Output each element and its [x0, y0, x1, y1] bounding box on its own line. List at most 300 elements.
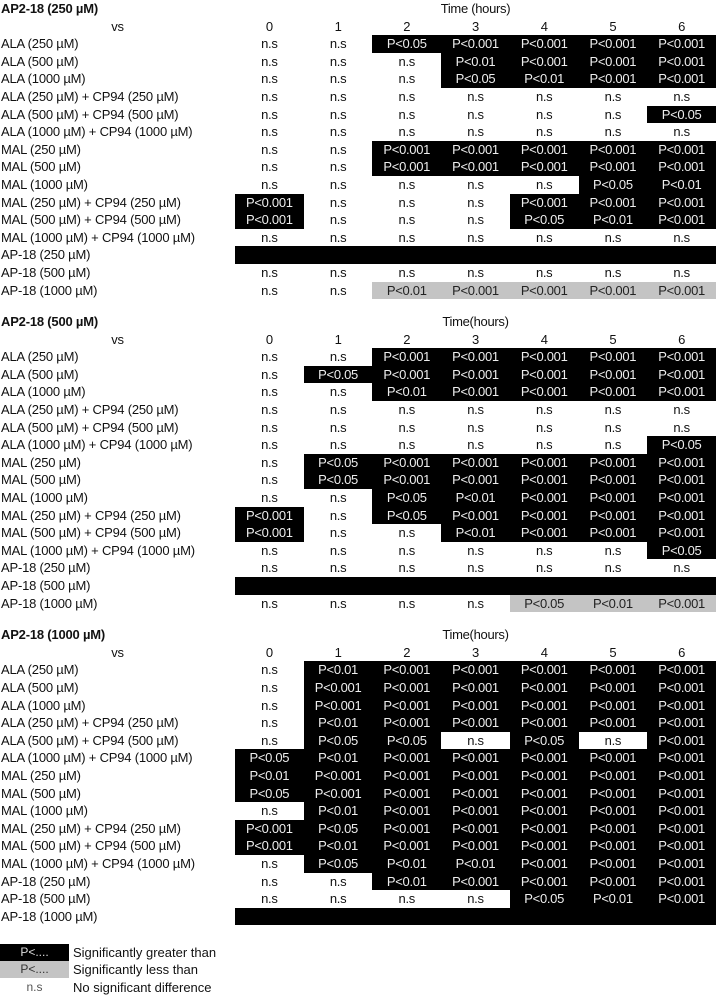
cell-greater: P<0.001 — [372, 348, 441, 366]
cell-not-significant: n.s — [398, 176, 415, 192]
table-row — [0, 559, 716, 577]
row-label: ALA (250 µM) + CP94 (250 µM) — [1, 402, 179, 418]
row-label: MAL (1000 µM) + CP94 (1000 µM) — [1, 542, 195, 558]
table-row — [0, 211, 716, 229]
cell-greater: P<0.05 — [304, 366, 373, 384]
cell-greater: P<0.001 — [510, 348, 579, 366]
cell-not-significant: n.s — [398, 212, 415, 228]
cell-not-significant: n.s — [329, 124, 347, 140]
row-label: AP-18 (250 µM) — [1, 247, 91, 263]
cell-greater: P<0.001 — [510, 383, 579, 401]
cell-greater: P<0.01 — [441, 489, 510, 507]
cell-not-significant: n.s — [535, 264, 553, 280]
cell-greater: P<0.001 — [579, 820, 648, 838]
row-label: ALA (1000 µM) — [1, 697, 86, 713]
cell-greater: P<0.001 — [647, 70, 716, 88]
comparison-section — [0, 0, 716, 299]
cell-not-significant: n.s — [467, 595, 484, 611]
cell-greater: P<0.05 — [372, 489, 441, 507]
cell-greater: P<0.001 — [579, 749, 648, 767]
cell-not-significant: n.s — [604, 264, 622, 280]
row-label: ALA (500 µM) — [1, 679, 79, 695]
table-row — [0, 158, 716, 176]
cell-not-significant: n.s — [398, 53, 415, 69]
cell-greater: P<0.001 — [647, 837, 716, 855]
cell-not-significant: n.s — [467, 229, 484, 245]
cell-greater: P<0.001 — [441, 837, 510, 855]
cell-greater: P<0.001 — [510, 524, 579, 542]
row-label: MAL (1000 µM) + CP94 (1000 µM) — [1, 229, 195, 245]
table-row — [0, 714, 716, 732]
cell-greater: P<0.01 — [441, 53, 510, 71]
time-point-header: 3 — [471, 18, 479, 34]
cell-not-significant: n.s — [467, 212, 484, 228]
row-label: ALA (1000 µM) + CP94 (1000 µM) — [1, 124, 193, 140]
cell-greater: P<0.001 — [579, 489, 648, 507]
row-label: MAL (250 µM) + CP94 (250 µM) — [1, 194, 181, 210]
header-row — [0, 331, 716, 349]
table-row — [0, 194, 716, 212]
table-row — [0, 366, 716, 384]
cell-greater: P<0.001 — [647, 802, 716, 820]
table-row — [0, 855, 716, 873]
table-row — [0, 679, 716, 697]
cell-not-significant: n.s — [398, 88, 415, 104]
cell-greater: P<0.001 — [579, 802, 648, 820]
cell-not-significant: n.s — [329, 194, 347, 210]
cell-greater: P<0.001 — [510, 785, 579, 803]
title-row — [0, 0, 716, 18]
row-label: MAL (500 µM) — [1, 785, 81, 801]
cell-greater: P<0.001 — [579, 35, 648, 53]
cell-not-significant: n.s — [261, 454, 278, 470]
cell-greater: P<0.001 — [647, 383, 716, 401]
row-label: MAL (500 µM) + CP94 (500 µM) — [1, 525, 181, 541]
cell-greater: P<0.001 — [510, 471, 579, 489]
time-point-header: 3 — [471, 331, 479, 347]
table-row — [0, 820, 716, 838]
cell-greater: P<0.001 — [647, 211, 716, 229]
cell-not-significant: n.s — [261, 282, 278, 298]
cell-greater: P<0.001 — [441, 679, 510, 697]
time-point-header: 0 — [265, 18, 273, 34]
cell-not-significant: n.s — [261, 264, 278, 280]
cell-greater: P<0.001 — [579, 767, 648, 785]
cell-not-significant: n.s — [467, 419, 484, 435]
row-label: AP-18 (1000 µM) — [1, 282, 98, 298]
row-label: MAL (1000 µM) — [1, 490, 88, 506]
self-comparison-bar — [235, 577, 716, 595]
cell-not-significant: n.s — [261, 124, 278, 140]
cell-not-significant: n.s — [535, 437, 553, 453]
cell-greater: P<0.001 — [372, 454, 441, 472]
cell-not-significant: n.s — [261, 366, 278, 382]
legend-label: Significantly less than — [73, 962, 199, 978]
cell-greater: P<0.001 — [579, 348, 648, 366]
cell-not-significant: n.s — [673, 419, 690, 435]
cell-not-significant: n.s — [467, 176, 484, 192]
cell-greater: P<0.001 — [441, 714, 510, 732]
cell-not-significant: n.s — [398, 542, 415, 558]
cell-not-significant: n.s — [261, 437, 278, 453]
cell-not-significant: n.s — [467, 124, 484, 140]
table-row — [0, 123, 716, 141]
cell-greater: P<0.01 — [372, 383, 441, 401]
cell-greater: P<0.001 — [579, 507, 648, 525]
cell-not-significant: n.s — [604, 560, 622, 576]
cell-not-significant: n.s — [261, 36, 278, 52]
cell-not-significant: n.s — [398, 419, 415, 435]
table-row — [0, 837, 716, 855]
cell-not-significant: n.s — [329, 53, 347, 69]
cell-not-significant: n.s — [329, 212, 347, 228]
cell-greater: P<0.001 — [441, 697, 510, 715]
row-label: MAL (1000 µM) — [1, 176, 88, 192]
cell-not-significant: n.s — [535, 402, 553, 418]
cell-not-significant: n.s — [261, 159, 278, 175]
table-row — [0, 542, 716, 560]
cell-greater: P<0.001 — [441, 802, 510, 820]
cell-greater: P<0.001 — [647, 35, 716, 53]
cell-not-significant: n.s — [329, 490, 347, 506]
cell-greater: P<0.001 — [647, 661, 716, 679]
cell-greater: P<0.01 — [441, 855, 510, 873]
cell-not-significant: n.s — [261, 873, 278, 889]
legend-item — [0, 978, 716, 996]
cell-not-significant: n.s — [329, 419, 347, 435]
row-label: ALA (500 µM) + CP94 (500 µM) — [1, 106, 179, 122]
cell-greater: P<0.001 — [510, 873, 579, 891]
table-row — [0, 908, 716, 926]
cell-not-significant: n.s — [261, 715, 278, 731]
cell-greater: P<0.001 — [647, 348, 716, 366]
section-title: AP2-18 (250 µM) — [1, 1, 98, 16]
row-label: MAL (1000 µM) — [1, 803, 88, 819]
cell-not-significant: n.s — [261, 176, 278, 192]
cell-greater: P<0.001 — [304, 679, 373, 697]
cell-not-significant: n.s — [329, 229, 347, 245]
cell-greater: P<0.001 — [647, 53, 716, 71]
cell-not-significant: n.s — [604, 419, 622, 435]
cell-greater: P<0.05 — [510, 890, 579, 908]
cell-greater: P<0.001 — [579, 141, 648, 159]
cell-not-significant: n.s — [329, 595, 347, 611]
cell-greater: P<0.001 — [647, 679, 716, 697]
time-point-header: 3 — [471, 644, 479, 660]
cell-greater: P<0.001 — [579, 837, 648, 855]
cell-greater: P<0.05 — [647, 106, 716, 124]
row-label: ALA (500 µM) — [1, 366, 79, 382]
cell-greater: P<0.001 — [647, 714, 716, 732]
comparison-table — [0, 626, 716, 925]
cell-greater: P<0.001 — [647, 524, 716, 542]
cell-not-significant: n.s — [604, 542, 622, 558]
cell-not-significant: n.s — [261, 141, 278, 157]
cell-greater: P<0.001 — [235, 837, 304, 855]
legend — [0, 943, 716, 996]
cell-greater: P<0.05 — [372, 35, 441, 53]
cell-greater: P<0.001 — [510, 802, 579, 820]
table-row — [0, 35, 716, 53]
cell-not-significant: n.s — [329, 88, 347, 104]
cell-greater: P<0.001 — [579, 194, 648, 212]
legend-swatch: P<.... — [0, 961, 69, 978]
vs-label: vs — [111, 331, 124, 347]
cell-greater: P<0.001 — [579, 873, 648, 891]
time-point-header: 2 — [403, 18, 411, 34]
time-axis-label: Time (hours) — [440, 1, 511, 16]
cell-not-significant: n.s — [261, 53, 278, 69]
cell-not-significant: n.s — [329, 141, 347, 157]
row-label: AP-18 (500 µM) — [1, 578, 91, 593]
cell-not-significant: n.s — [329, 176, 347, 192]
cell-not-significant: n.s — [535, 229, 553, 245]
cell-greater: P<0.001 — [372, 471, 441, 489]
time-point-header: 1 — [334, 18, 342, 34]
cell-not-significant: n.s — [673, 402, 690, 418]
cell-greater: P<0.001 — [441, 767, 510, 785]
cell-not-significant: n.s — [467, 560, 484, 576]
row-label: MAL (500 µM) — [1, 159, 81, 175]
cell-greater: P<0.05 — [510, 211, 579, 229]
cell-not-significant: n.s — [329, 873, 347, 889]
cell-greater: P<0.001 — [372, 679, 441, 697]
cell-greater: P<0.01 — [372, 873, 441, 891]
cell-greater: P<0.001 — [647, 749, 716, 767]
cell-greater: P<0.001 — [647, 454, 716, 472]
cell-not-significant: n.s — [673, 88, 690, 104]
time-point-header: 6 — [678, 644, 686, 660]
time-point-header: 5 — [609, 331, 617, 347]
row-label: MAL (500 µM) + CP94 (500 µM) — [1, 838, 181, 854]
cell-not-significant: n.s — [398, 525, 415, 541]
table-row — [0, 595, 716, 613]
cell-greater: P<0.001 — [579, 454, 648, 472]
comparison-section — [0, 626, 716, 925]
cell-greater: P<0.001 — [510, 679, 579, 697]
cell-greater: P<0.001 — [372, 837, 441, 855]
cell-not-significant: n.s — [398, 229, 415, 245]
cell-not-significant: n.s — [467, 106, 484, 122]
cell-less: P<0.001 — [510, 282, 579, 300]
self-comparison-bar — [235, 908, 716, 926]
cell-not-significant: n.s — [261, 229, 278, 245]
table-row — [0, 229, 716, 247]
vs-label: vs — [111, 18, 124, 34]
cell-greater: P<0.001 — [510, 820, 579, 838]
cell-not-significant: n.s — [467, 194, 484, 210]
time-point-header: 0 — [265, 331, 273, 347]
cell-greater: P<0.001 — [647, 158, 716, 176]
table-row — [0, 890, 716, 908]
cell-greater: P<0.05 — [579, 176, 648, 194]
cell-greater: P<0.05 — [372, 507, 441, 525]
cell-greater: P<0.001 — [510, 837, 579, 855]
row-label: AP-18 (500 µM) — [1, 264, 91, 280]
table-row — [0, 141, 716, 159]
cell-not-significant: n.s — [261, 855, 278, 871]
row-label: ALA (1000 µM) + CP94 (1000 µM) — [1, 750, 193, 766]
cell-not-significant: n.s — [467, 88, 484, 104]
cell-greater: P<0.001 — [647, 767, 716, 785]
table-row — [0, 471, 716, 489]
cell-not-significant: n.s — [261, 349, 278, 365]
row-label: MAL (500 µM) — [1, 472, 81, 488]
cell-not-significant: n.s — [261, 662, 278, 678]
cell-greater: P<0.001 — [235, 507, 304, 525]
time-axis-label: Time(hours) — [442, 627, 509, 643]
cell-greater: P<0.001 — [510, 454, 579, 472]
cell-greater: P<0.001 — [510, 53, 579, 71]
table-row — [0, 489, 716, 507]
cell-greater: P<0.01 — [579, 890, 648, 908]
cell-not-significant: n.s — [261, 595, 278, 611]
cell-not-significant: n.s — [604, 106, 622, 122]
cell-greater: P<0.001 — [372, 661, 441, 679]
cell-greater: P<0.001 — [235, 820, 304, 838]
cell-greater: P<0.01 — [304, 837, 373, 855]
cell-not-significant: n.s — [329, 71, 347, 87]
cell-not-significant: n.s — [261, 384, 278, 400]
cell-greater: P<0.001 — [647, 873, 716, 891]
cell-greater: P<0.001 — [579, 366, 648, 384]
time-point-header: 6 — [678, 18, 686, 34]
cell-not-significant: n.s — [467, 264, 484, 280]
comparison-section — [0, 313, 716, 612]
cell-greater: P<0.001 — [441, 383, 510, 401]
cell-greater: P<0.001 — [235, 524, 304, 542]
cell-greater: P<0.001 — [579, 383, 648, 401]
cell-greater: P<0.001 — [372, 785, 441, 803]
table-row — [0, 873, 716, 891]
cell-less: P<0.001 — [647, 595, 716, 613]
table-row — [0, 282, 716, 300]
cell-not-significant: n.s — [535, 419, 553, 435]
cell-greater: P<0.01 — [304, 802, 373, 820]
cell-not-significant: n.s — [398, 437, 415, 453]
cell-greater: P<0.001 — [441, 348, 510, 366]
cell-greater: P<0.05 — [647, 436, 716, 454]
cell-greater: P<0.001 — [510, 749, 579, 767]
cell-greater: P<0.001 — [372, 158, 441, 176]
cell-greater: P<0.01 — [304, 661, 373, 679]
header-row — [0, 644, 716, 662]
table-row — [0, 577, 716, 595]
cell-greater: P<0.001 — [510, 855, 579, 873]
cell-not-significant: n.s — [261, 472, 278, 488]
cell-greater: P<0.001 — [304, 785, 373, 803]
cell-greater: P<0.05 — [441, 70, 510, 88]
table-row — [0, 454, 716, 472]
row-label: ALA (500 µM) — [1, 53, 79, 69]
cell-not-significant: n.s — [329, 106, 347, 122]
title-row — [0, 626, 716, 644]
row-label: MAL (250 µM) — [1, 767, 81, 783]
row-label: ALA (250 µM) — [1, 349, 79, 365]
cell-greater: P<0.001 — [579, 785, 648, 803]
cell-greater: P<0.05 — [372, 732, 441, 750]
cell-greater: P<0.001 — [579, 714, 648, 732]
cell-greater: P<0.001 — [510, 158, 579, 176]
cell-greater: P<0.001 — [372, 366, 441, 384]
table-row — [0, 524, 716, 542]
row-label: ALA (250 µM) + CP94 (250 µM) — [1, 715, 179, 731]
legend-item — [0, 943, 716, 961]
cell-less: P<0.05 — [510, 595, 579, 613]
row-label: MAL (250 µM) — [1, 454, 81, 470]
cell-greater: P<0.001 — [510, 714, 579, 732]
cell-greater: P<0.001 — [441, 35, 510, 53]
cell-greater: P<0.001 — [441, 158, 510, 176]
row-label: ALA (250 µM) — [1, 662, 79, 678]
cell-greater: P<0.001 — [441, 749, 510, 767]
time-point-header: 2 — [403, 644, 411, 660]
table-row — [0, 383, 716, 401]
cell-not-significant: n.s — [329, 437, 347, 453]
cell-greater: P<0.001 — [510, 366, 579, 384]
cell-not-significant: n.s — [398, 402, 415, 418]
cell-greater: P<0.001 — [441, 471, 510, 489]
cell-not-significant: n.s — [398, 264, 415, 280]
title-row — [0, 313, 716, 331]
legend-label: Significantly greater than — [73, 944, 217, 960]
cell-greater: P<0.001 — [579, 524, 648, 542]
cell-greater: P<0.001 — [647, 855, 716, 873]
time-point-header: 5 — [609, 18, 617, 34]
cell-not-significant: n.s — [261, 803, 278, 819]
row-label: MAL (1000 µM) + CP94 (1000 µM) — [1, 855, 195, 871]
cell-greater: P<0.01 — [304, 714, 373, 732]
section-title: AP2-18 (500 µM) — [1, 314, 98, 330]
cell-not-significant: n.s — [467, 891, 484, 907]
table-row — [0, 106, 716, 124]
table-row — [0, 70, 716, 88]
cell-not-significant: n.s — [604, 229, 622, 245]
cell-greater: P<0.001 — [510, 661, 579, 679]
cell-not-significant: n.s — [535, 542, 553, 558]
cell-not-significant: n.s — [261, 71, 278, 87]
row-label: ALA (1000 µM) + CP94 (1000 µM) — [1, 437, 193, 453]
cell-not-significant: n.s — [261, 560, 278, 576]
cell-greater: P<0.001 — [510, 35, 579, 53]
cell-not-significant: n.s — [398, 891, 415, 907]
cell-greater: P<0.001 — [647, 697, 716, 715]
cell-greater: P<0.01 — [441, 524, 510, 542]
cell-greater: P<0.001 — [235, 194, 304, 212]
cell-less: P<0.01 — [579, 595, 648, 613]
cell-not-significant: n.s — [329, 560, 347, 576]
cell-greater: P<0.001 — [372, 141, 441, 159]
table-row — [0, 697, 716, 715]
cell-greater: P<0.001 — [304, 697, 373, 715]
cell-not-significant: n.s — [329, 384, 347, 400]
cell-less: P<0.001 — [579, 282, 648, 300]
cell-greater: P<0.01 — [235, 767, 304, 785]
cell-greater: P<0.001 — [510, 489, 579, 507]
comparison-table — [0, 0, 716, 299]
cell-greater: P<0.001 — [372, 820, 441, 838]
cell-greater: P<0.001 — [510, 507, 579, 525]
cell-not-significant: n.s — [535, 560, 553, 576]
row-label: AP-18 (500 µM) — [1, 891, 91, 907]
table-row — [0, 785, 716, 803]
cell-not-significant: n.s — [535, 176, 553, 192]
cell-greater: P<0.001 — [647, 785, 716, 803]
cell-greater: P<0.001 — [510, 141, 579, 159]
table-row — [0, 767, 716, 785]
cell-greater: P<0.001 — [441, 873, 510, 891]
cell-greater: P<0.001 — [304, 767, 373, 785]
